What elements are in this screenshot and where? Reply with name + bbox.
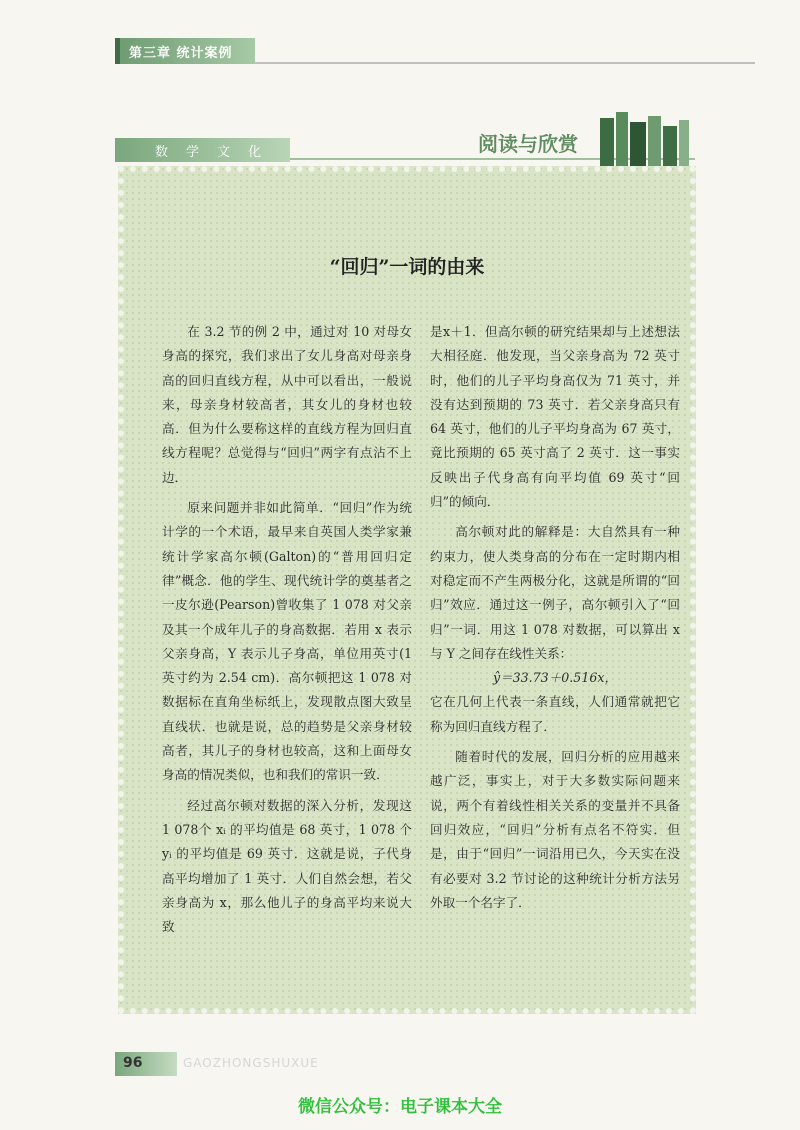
watermark-text: 微信公众号：电子课本大全 <box>298 1097 502 1117</box>
reading-panel <box>118 166 696 1014</box>
footer-brand: GAOZHONGSHUXUE <box>183 1056 319 1070</box>
section-title: 阅读与欣赏 <box>478 132 578 156</box>
paragraph-continued: 是x＋1．但高尔顿的研究结果却与上述想法大相径庭．他发现，当父亲身高为 72 英寸时，他们的儿子平均身高仅为 71 英寸，并没有达到预期的 73 英寸．若父亲身高只有 64 英寸，他们的儿子平均身高为 67 英寸，竟比预期的 65 英寸高了 2 英寸．这一事实反映出子代身高有向平均值 69 英寸“回归”的倾向． <box>430 324 680 510</box>
right-column <box>430 320 680 915</box>
paragraph: 原来问题并非如此简单．“回归”作为统计学的一个术语，最早来自英国人类学家兼统计学家高尔顿(Galton)的“普用回归定律”概念．他的学生、现代统计学的奠基者之一皮尔逊(Pearson)曾收集了 1 078 对父亲及其一个成年儿子的身高数据．若用 x 表示父亲身高，Y 表示儿子身高，单位用英寸(1 英寸约为 2.54 cm)．高尔顿把这 1 078 对数据标在直角坐标纸上，发现散点图大致呈直线状．也就是说，总的趋势是父亲身材较高者，其儿子的身材也较高，这和上面母女身高的情况类似，也和我们的常识一致． <box>162 500 412 783</box>
paragraph: 随着时代的发展，回归分析的应用越来越广泛，事实上，对于大多数实际问题来说，两个有着线性相关关系的变量并不具备回归效应，“回归”分析有点名不符实．但是，由于“回归”一词沿用已久，今天实在没有必要对 3.2 节讨论的这种统计分析方法另外取一个名字了． <box>430 749 680 910</box>
article-title: “回归”一词的由来 <box>329 256 485 278</box>
paragraph-continued: 它在几何上代表一条直线，人们通常就把它称为回归直线方程了． <box>430 694 680 734</box>
page-number-box <box>115 1052 177 1076</box>
panel-content <box>150 194 680 988</box>
chapter-header <box>115 38 755 64</box>
chapter-label: 第三章 统计案例 <box>129 46 233 61</box>
regression-formula: ŷ＝33.73＋0.516x， <box>492 670 618 686</box>
page-number: 96 <box>123 1055 143 1071</box>
section-label: 数学文化 <box>155 145 280 160</box>
left-column <box>162 320 412 939</box>
paragraph: 高尔顿对此的解释是：大自然具有一种约束力，使人类身高的分布在一定时期内相对稳定而不产生两极分化，这就是所谓的“回归”效应．通过这一例子，高尔顿引入了“回归”一词．用这 1 078 对数据，可以算出 x 与 Y 之间存在线性关系： <box>430 524 680 661</box>
header-rule <box>255 62 755 64</box>
paragraph: 在 3.2 节的例 2 中，通过对 10 对母女身高的探究，我们求出了女儿身高对母亲身高的回归直线方程，从中可以看出，一般说来，母亲身材较高者，其女儿的身材也较高．但为什么要称这样的直线方程为回归直线方程呢？总觉得与“回归”两字有点沾不上边． <box>162 324 412 485</box>
paragraph: 经过高尔顿对数据的深入分析，发现这 1 078个 xᵢ 的平均值是 68 英寸，1 078 个 yᵢ 的平均值是 69 英寸．这就是说，子代身高平均增加了 1 英寸．人们自然会想，若父亲身高为 x，那么他儿子的身高平均来说大致 <box>162 797 412 935</box>
